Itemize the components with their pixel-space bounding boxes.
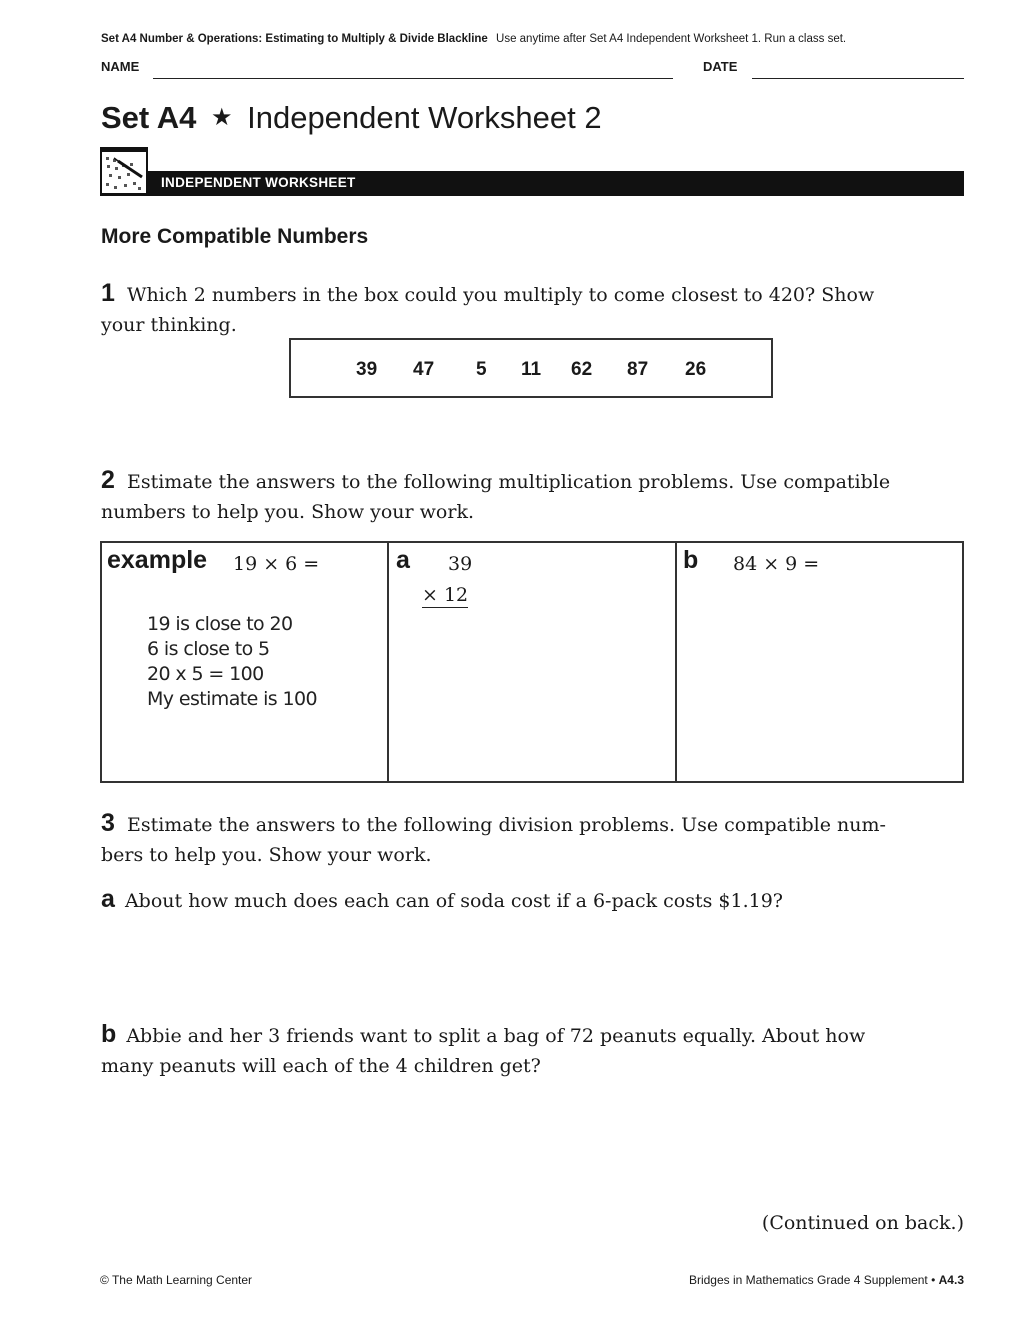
question-2 xyxy=(101,465,965,527)
question-1-number: 1 xyxy=(101,279,115,307)
question-3-line2: bers to help you. Show your work. xyxy=(101,844,432,866)
box-number: 47 xyxy=(413,359,435,380)
question-3b-line2: many peanuts will each of the 4 children get? xyxy=(101,1055,541,1077)
question-3b-work-area[interactable] xyxy=(100,1085,964,1200)
question-1 xyxy=(101,278,965,340)
banner-label: INDEPENDENT WORKSHEET xyxy=(161,175,356,190)
title-name: Independent Worksheet 2 xyxy=(247,100,602,135)
section-title: More Compatible Numbers xyxy=(101,225,369,248)
footer-page-info xyxy=(689,1273,964,1287)
example-problem: 19 × 6 = xyxy=(233,553,320,575)
question-3a-label: a xyxy=(101,885,115,913)
star-icon: ★ xyxy=(210,104,233,131)
title-set: Set A4 xyxy=(101,100,197,135)
question-3b-line1 xyxy=(101,1019,965,1051)
question-3a-line xyxy=(101,884,965,916)
question-3 xyxy=(101,808,965,870)
question-3-text: Estimate the answers to the following division problems. Use compatible num- xyxy=(126,814,886,836)
question-3b-label: b xyxy=(101,1020,117,1048)
box-number: 5 xyxy=(476,359,487,380)
question-2-number: 2 xyxy=(101,466,115,494)
footer-page-number: A4.3 xyxy=(938,1273,964,1287)
question-3a-text: About how much does each can of soda cost if a 6-pack costs $1.19? xyxy=(124,890,783,912)
blackline-note: Use anytime after Set A4 Independent Worksheet 1. Run a class set. xyxy=(496,33,847,45)
question-2-line2: numbers to help you. Show your work. xyxy=(101,501,474,523)
question-3a xyxy=(101,884,965,916)
blackline-header xyxy=(101,33,846,45)
footer-copyright: © The Math Learning Center xyxy=(100,1273,253,1287)
question-1-text: Which 2 numbers in the box could you multiply to come closest to 420? Show xyxy=(126,284,875,306)
date-label: DATE xyxy=(703,59,738,74)
box-number: 87 xyxy=(627,359,649,380)
question-3b xyxy=(101,1019,965,1081)
part-b-problem: 84 × 9 = xyxy=(733,553,820,575)
worksheet-icon xyxy=(100,147,148,195)
box-number: 39 xyxy=(356,359,378,380)
question-1-line1 xyxy=(101,278,965,310)
question-3-number: 3 xyxy=(101,809,115,837)
name-label: NAME xyxy=(101,59,140,74)
part-a-work-area[interactable] xyxy=(390,615,674,781)
example-work xyxy=(147,612,317,712)
part-a-label: a xyxy=(396,546,410,574)
grid-divider xyxy=(387,541,389,783)
example-work-line: My estimate is 100 xyxy=(147,688,318,710)
grid-divider xyxy=(675,541,677,783)
question-3a-work-area[interactable] xyxy=(100,920,964,1010)
example-label: example xyxy=(107,546,208,574)
example-work-line: 20 x 5 = 100 xyxy=(147,663,264,685)
page-title xyxy=(101,100,602,136)
part-b-label: b xyxy=(683,546,699,574)
question-2-line1 xyxy=(101,465,965,497)
footer-book: Bridges in Mathematics Grade 4 Supplement • xyxy=(688,1273,936,1287)
date-line[interactable] xyxy=(752,78,964,79)
box-number: 26 xyxy=(685,359,707,380)
question-3b-text: Abbie and her 3 friends want to split a bag of 72 peanuts equally. About how xyxy=(126,1025,866,1047)
name-line[interactable] xyxy=(153,78,673,79)
blackline-title: Set A4 Number & Operations: Estimating to Multiply & Divide Blackline xyxy=(101,33,488,45)
part-a-top: 39 xyxy=(448,553,473,575)
question-2-text: Estimate the answers to the following multiplication problems. Use compatible xyxy=(126,471,891,493)
box-number: 62 xyxy=(571,359,593,380)
example-work-line: 6 is close to 5 xyxy=(147,638,270,660)
question-3-line1 xyxy=(101,808,965,840)
box-number: 11 xyxy=(521,359,542,380)
part-b-work-area[interactable] xyxy=(678,590,962,781)
continued-note: (Continued on back.) xyxy=(761,1212,964,1234)
part-a-bottom: × 12 xyxy=(422,584,469,606)
question-1-line2: your thinking. xyxy=(101,314,237,336)
example-work-line: 19 is close to 20 xyxy=(147,613,293,635)
